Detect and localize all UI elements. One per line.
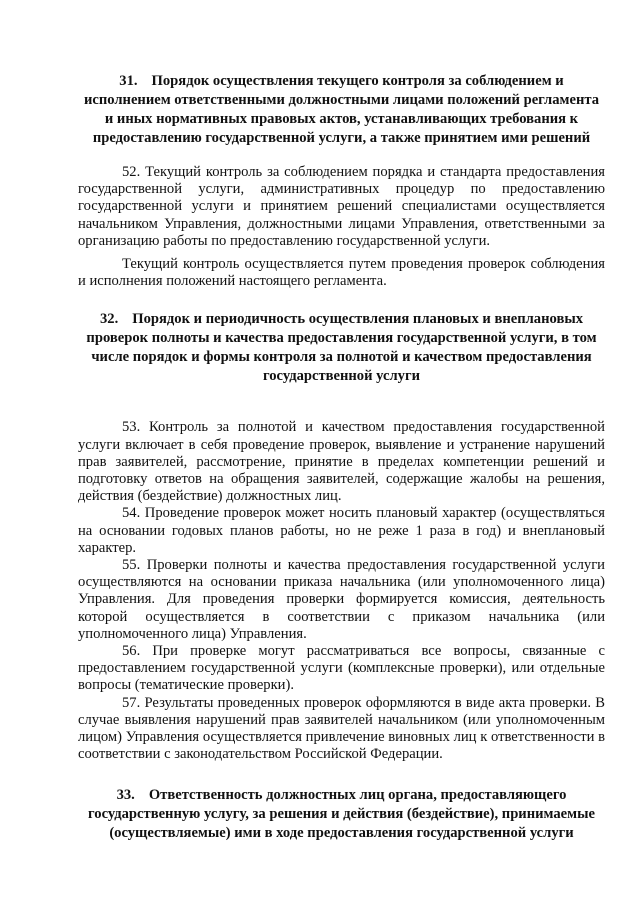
paragraph-57: 57. Результаты проведенных проверок оформляются в виде акта проверки. В случае выявления нарушений прав заявителей начальником (или уполномоченным лицом) Управления осуществляется привлечение виновных лиц к ответственности в соответствии с законодательством Российской Федерации. [78, 694, 605, 763]
document-page [78, 72, 605, 843]
paragraph-53: 53. Контроль за полнотой и качеством предоставления государственной услуги включает в себя проведение проверок, выявление и устранение нарушений прав заявителей, рассмотрение, принятие в пределах компетенции решений и подготовку ответов на обращения заявителей, содержащие жалобы на решения, действия (бездействие) должностных лиц. [78, 419, 605, 505]
paragraph-52: 52. Текущий контроль за соблюдением порядка и стандарта предоставления государственной услуги, административных процедур по предоставлению государственной услуги и принятием решений специалистами осуществляется начальником Управления, должностными лицами Управления, ответственными за организацию работы по предоставлению государственной услуги. [78, 164, 605, 249]
section-32-number: 32. [99, 311, 119, 328]
section-33-title: Ответственность должностных лиц органа, предоставляющего государственную услугу, за решения и действия (бездействие), принимаемые (осуществляемые) ими в ходе предоставления государственной услуги [88, 787, 595, 842]
section-32-title: Порядок и периодичность осуществления плановых и внеплановых проверок полноты и качества предоставления государственной услуги, в том числе порядок и формы контроля за полнотой и качеством предоставления государственной услуги [86, 311, 597, 385]
section-31-number: 31. [119, 73, 138, 89]
paragraph-55: 55. Проверки полноты и качества предоставления государственной услуги осуществляются на основании приказа начальника (или уполномоченного лица) Управления. Для проведения проверки формируется комиссия, деятельность которой осуществляется в соответствии с приказом начальника (или уполномоченного лица) Управления. [78, 557, 605, 642]
section-33-number: 33. [116, 787, 135, 804]
paragraph-54: 54. Проведение проверок может носить плановый характер (осуществляться на основании годовых планов работы, но не реже 1 раза в год) и внеплановый характер. [78, 505, 605, 556]
section-31-heading [78, 72, 605, 148]
section-31-title: Порядок осуществления текущего контроля за соблюдением и исполнением ответственными должностными лицами положений регламента и иных нормативных правовых актов, устанавливающих требования к предоставлению государственной услуги, а также принятием ими решений [83, 73, 600, 146]
paragraph-52-continued: Текущий контроль осуществляется путем проведения проверок соблюдения и исполнения положений настоящего регламента. [78, 256, 605, 290]
section-32-heading [78, 310, 605, 386]
section-33-heading [78, 786, 605, 843]
paragraph-56: 56. При проверке могут рассматриваться все вопросы, связанные с предоставлением государственной услуги (комплексные проверки), или отдельные вопросы (тематические проверки). [78, 643, 605, 694]
